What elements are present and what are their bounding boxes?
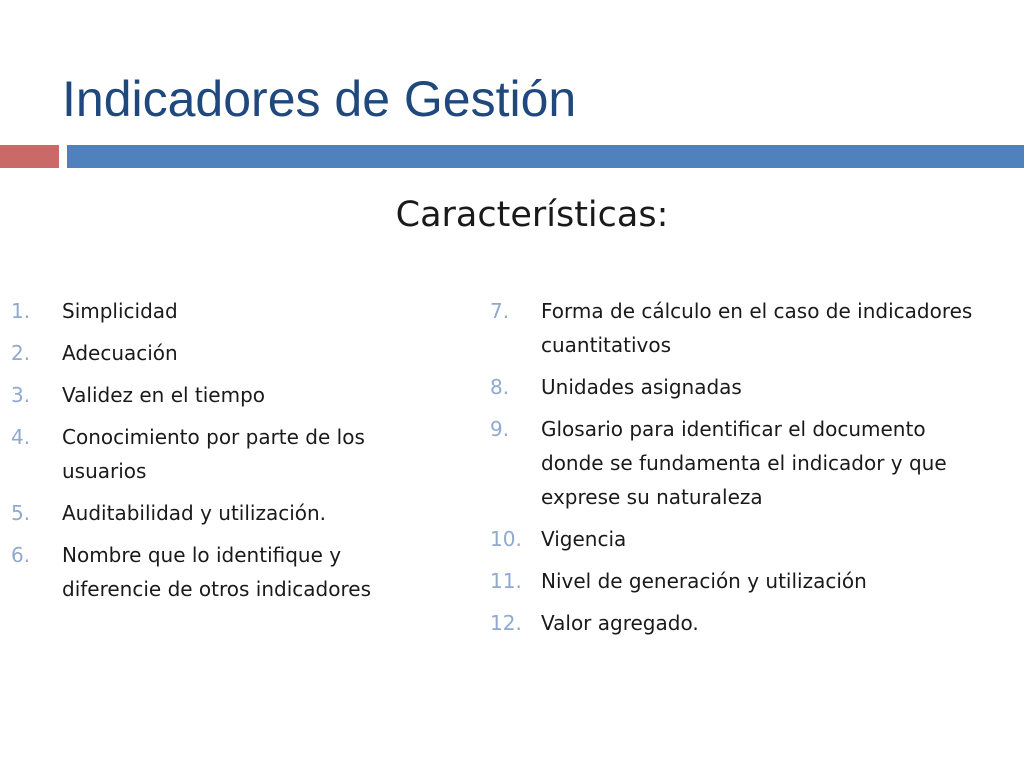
list-item-text: Forma de cálculo en el caso de indicadores cuantitativos	[541, 299, 973, 357]
list-item-text: Nombre que lo identifique y diferencie de otros indicadores	[62, 543, 371, 601]
list-item-number: 8.	[490, 375, 510, 399]
list-item	[11, 420, 431, 488]
list-item-text: Conocimiento por parte de los usuarios	[62, 425, 365, 483]
list-item-number: 6.	[11, 543, 31, 567]
list-item-text: Auditabilidad y utilización.	[62, 501, 327, 525]
list-item-number: 12.	[490, 611, 522, 635]
slide-title: Indicadores de Gestión	[62, 71, 577, 127]
list-item	[11, 336, 431, 370]
list-item-number: 3.	[11, 383, 31, 407]
list-item-text: Glosario para identificar el documento donde se fundamenta el indicador y que exprese su naturaleza	[541, 417, 947, 509]
subtitle: Características:	[395, 195, 669, 235]
list-item	[490, 370, 990, 404]
list-item	[490, 294, 990, 362]
list-left	[11, 294, 431, 614]
list-item-number: 2.	[11, 341, 31, 365]
list-item-text: Unidades asignadas	[541, 375, 742, 399]
list-item	[11, 538, 431, 606]
list-item-number: 5.	[11, 501, 31, 525]
list-item	[11, 496, 431, 530]
list-item	[11, 378, 431, 412]
list-item-number: 10.	[490, 527, 522, 551]
list-item	[11, 294, 431, 328]
list-right	[490, 294, 990, 648]
list-item	[490, 564, 990, 598]
list-item	[490, 606, 990, 640]
list-item-number: 7.	[490, 299, 510, 323]
list-item-number: 9.	[490, 417, 510, 441]
list-item-number: 1.	[11, 299, 31, 323]
list-item-text: Validez en el tiempo	[62, 383, 266, 407]
list-item-text: Vigencia	[541, 527, 627, 551]
title-accent-bar-red	[0, 145, 59, 168]
list-item-number: 11.	[490, 569, 522, 593]
list-item-text: Simplicidad	[62, 299, 178, 323]
list-item-text: Valor agregado.	[541, 611, 699, 635]
list-item-text: Adecuación	[62, 341, 178, 365]
list-item	[490, 522, 990, 556]
list-item-number: 4.	[11, 425, 31, 449]
title-accent-bar-blue	[67, 145, 1024, 168]
list-item-text: Nivel de generación y utilización	[541, 569, 867, 593]
list-item	[490, 412, 990, 514]
